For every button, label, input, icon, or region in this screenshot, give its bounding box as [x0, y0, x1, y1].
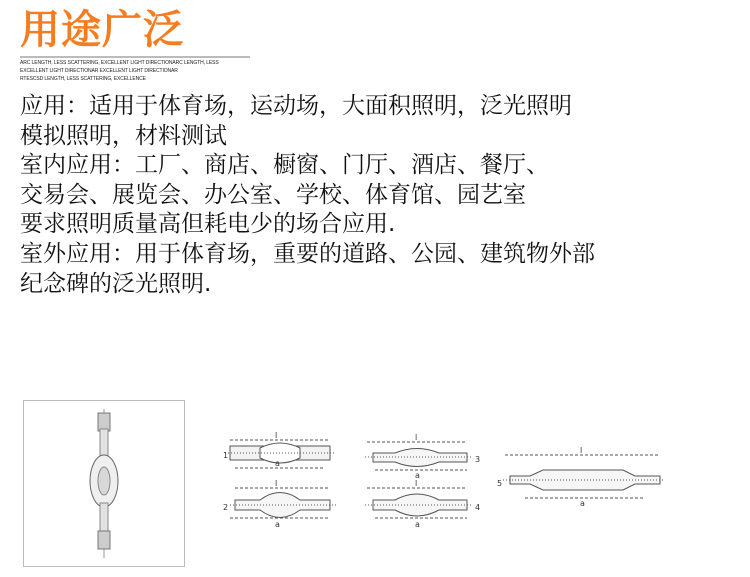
lamp-photo — [23, 400, 185, 567]
diagram-1 — [225, 440, 335, 468]
diagram-4-dim-l: l — [415, 479, 418, 488]
dimension-diagrams — [205, 420, 750, 570]
diagram-4-number: 4 — [475, 503, 481, 512]
diagram-3 — [365, 442, 473, 470]
diagram-1-dim-a: a — [275, 459, 280, 468]
diagram-3-number: 3 — [475, 455, 481, 464]
diagram-2 — [230, 488, 337, 518]
body-line: 交易会、展览会、办公室、学校、体育馆、园艺室 — [20, 181, 526, 208]
subtitle-line: ARC LENGTH, LESS SCATTERING, EXCELLENT LIGHT DIRECTIONARC LENGTH, LESS — [20, 60, 219, 66]
diagram-5-dim-a: a — [580, 499, 585, 508]
english-subtitle — [20, 59, 280, 83]
diagram-4-dim-a: a — [415, 520, 420, 529]
diagram-3-dim-a: a — [415, 471, 420, 480]
diagram-1-dim-l: l — [275, 431, 278, 440]
body-line: 要求照明质量高但耗电少的场合应用. — [20, 211, 396, 238]
title-underline — [20, 56, 250, 58]
diagram-5 — [503, 455, 665, 498]
diagram-1-number: 1 — [223, 451, 229, 460]
diagram-5-number: 5 — [497, 479, 503, 488]
subtitle-line: EXCELLENT LIGHT DIRECTIONAR EXCELLENT LIGHT DIRECTIONAR — [20, 68, 178, 74]
subtitle-line: RTESCSD LENGTH, LESS SCATTERING, EXCELLENCE — [20, 76, 146, 82]
diagram-2-dim-l: l — [275, 479, 278, 488]
diagram-3-dim-l: l — [415, 433, 418, 442]
diagram-4 — [365, 488, 473, 518]
lamp-photo-illustration — [24, 401, 184, 566]
diagram-2-dim-a: a — [275, 520, 280, 529]
page-title: 用途广泛 — [20, 7, 184, 53]
body-line: 室外应用：用于体育场，重要的道路、公园、建筑物外部 — [20, 240, 595, 267]
body-line: 应用：适用于体育场，运动场，大面积照明，泛光照明 — [20, 93, 572, 119]
application-description — [20, 92, 740, 299]
diagram-5-dim-l: l — [580, 446, 583, 455]
diagram-2-number: 2 — [223, 503, 229, 512]
body-line: 室内应用：工厂、商店、橱窗、门厅、酒店、餐厅、 — [20, 152, 549, 179]
body-line: 模拟照明，材料测试 — [20, 122, 227, 149]
body-line: 纪念碑的泛光照明. — [20, 270, 212, 297]
